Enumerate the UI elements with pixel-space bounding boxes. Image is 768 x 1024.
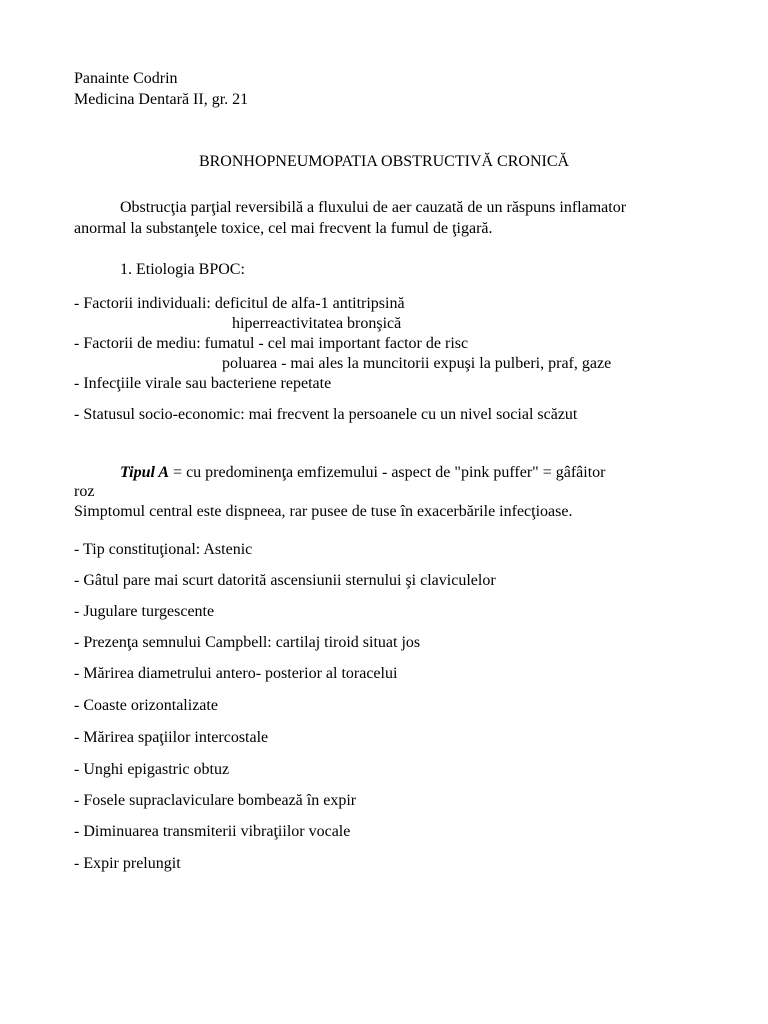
sign-item: - Mărirea spaţiilor intercostale [74,729,269,746]
type-a-label: Tipul A [120,464,170,481]
etiology-socio: - Statusul socio-economic: mai frecvent la persoanele cu un nivel social scăzut [74,406,578,423]
sign-item: - Gâtul pare mai scurt datorită ascensiunii sternului şi claviculelor [74,572,496,589]
type-a-symptom: Simptomul central este dispneea, rar pusee de tuse în exacerbările infecţioase. [74,503,573,520]
etiology-individual: - Factorii individuali: deficitul de alfa-1 antitripsină [74,295,405,312]
etiology-environment: - Factorii de mediu: fumatul - cel mai important factor de risc [74,335,469,352]
type-a-desc-cont: roz [74,483,95,500]
sign-item: - Coaste orizontalizate [74,697,218,714]
page-title: BRONHOPNEUMOPATIA OBSTRUCTIVĂ CRONICĂ [198,153,570,170]
etiology-environment-2: poluarea - mai ales la muncitorii expuşi la pulberi, praf, gaze [222,355,612,372]
etiology-individual-2: hiperreactivitatea bronşică [232,315,402,332]
sign-item: - Tip constituţional: Astenic [74,541,253,558]
type-a-line [120,463,605,482]
sign-item: - Mărirea diametrului antero- posterior al toracelui [74,665,398,682]
definition-line-2: anormal la substanţele toxice, cel mai frecvent la fumul de ţigară. [74,220,493,237]
type-a-desc: = cu predominenţa emfizemului - aspect de "pink puffer" = gâfâitor [169,464,606,481]
etiology-infections: - Infecţiile virale sau bacteriene repetate [74,375,332,392]
sign-item: - Prezenţa semnului Campbell: cartilaj tiroid situat jos [74,634,421,651]
sign-item: - Diminuarea transmiterii vibraţiilor vocale [74,823,351,840]
sign-item: - Fosele supraclaviculare bombează în expir [74,792,357,809]
definition-line-1: Obstrucţia parţial reversibilă a fluxului de aer cauzată de un răspuns inflamator [120,199,627,216]
sign-item: - Expir prelungit [74,855,181,872]
author-group: Medicina Dentară II, gr. 21 [74,91,249,108]
sign-item: - Unghi epigastric obtuz [74,761,230,778]
etiology-heading: 1. Etiologia BPOC: [120,261,245,278]
author-name: Panainte Codrin [74,70,178,87]
sign-item: - Jugulare turgescente [74,603,215,620]
